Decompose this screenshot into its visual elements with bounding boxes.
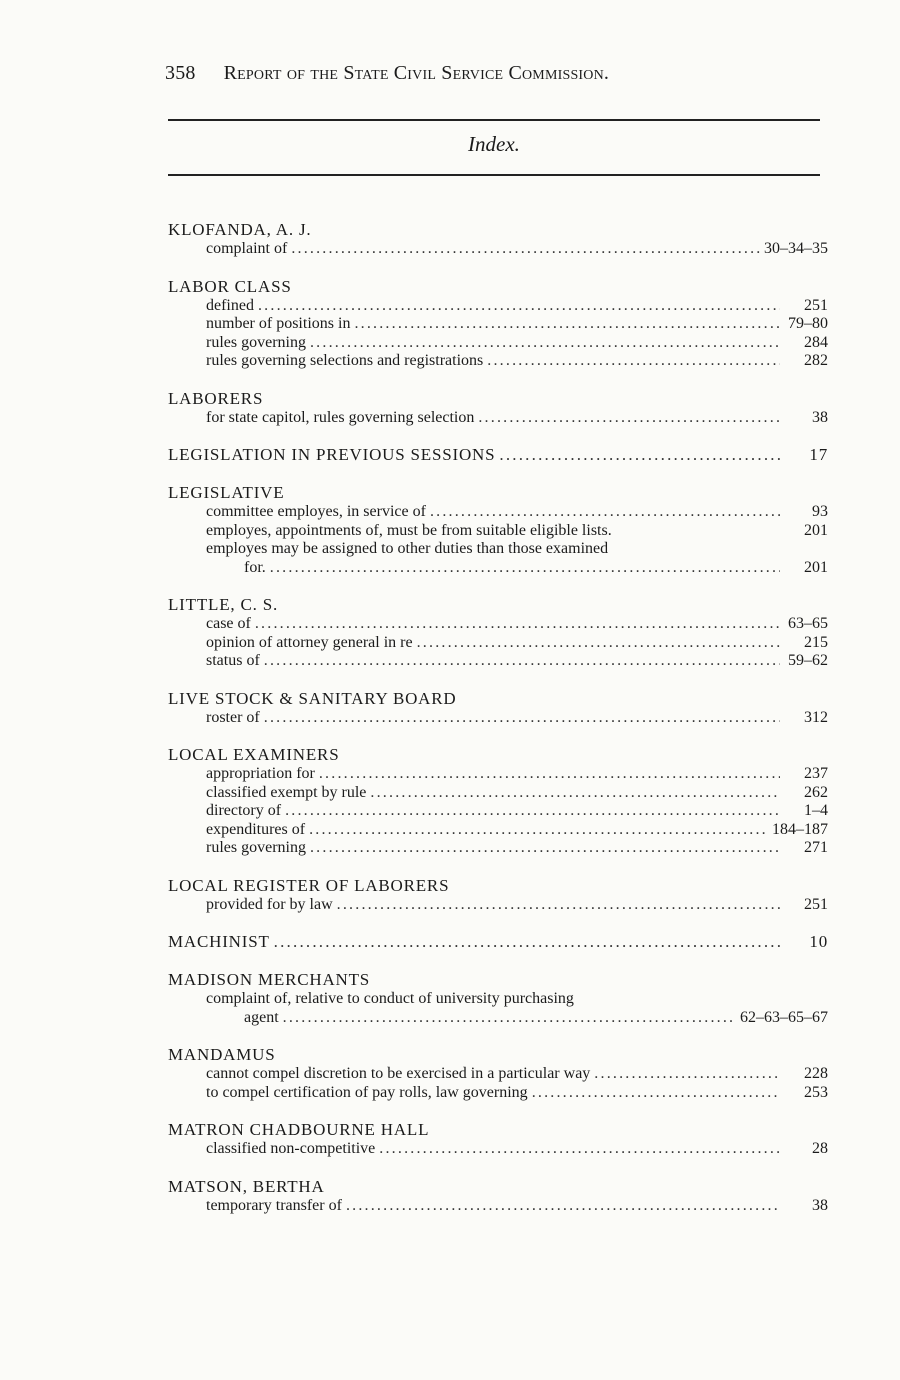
subentry — [168, 409, 828, 428]
dot-leader — [319, 765, 780, 784]
page-reference: 312 — [804, 708, 828, 726]
page-reference: 228 — [804, 1065, 828, 1082]
index-entry — [168, 745, 828, 858]
entry-heading: LEGISLATION IN PREVIOUS SESSIONS — [168, 445, 496, 464]
subentry-text: opinion of attorney general in re — [206, 633, 413, 651]
subentry — [168, 559, 828, 578]
subentry — [168, 1065, 828, 1084]
subentry-text: temporary transfer of — [206, 1196, 342, 1214]
subentry — [168, 1009, 828, 1028]
page-reference: 201 — [804, 521, 828, 539]
page-reference: 271 — [804, 839, 828, 856]
index-entry — [168, 220, 828, 259]
dot-leader — [264, 709, 780, 728]
dot-leader — [255, 615, 780, 634]
subentry-text: rules governing — [206, 839, 306, 856]
dot-leader — [270, 559, 780, 578]
index-entry — [168, 595, 828, 671]
subentry — [168, 352, 828, 371]
entry-heading: KLOFANDA, A. J. — [168, 220, 312, 239]
page-reference: 10 — [809, 932, 828, 951]
dot-leader — [309, 821, 768, 840]
page-number: 358 — [165, 62, 196, 84]
dot-leader — [310, 334, 780, 353]
dot-leader — [594, 1065, 780, 1084]
entry-heading-row — [168, 445, 828, 465]
page-reference: 284 — [804, 333, 828, 351]
subentry-text: cannot compel discretion to be exercised in a particular way — [206, 1065, 591, 1082]
dot-leader — [379, 1140, 780, 1159]
subentry-text: complaint of, relative to conduct of university purchasing — [206, 990, 574, 1007]
subentry — [168, 503, 828, 522]
subentry-text: classified non-competitive — [206, 1140, 376, 1157]
index-entry — [168, 970, 828, 1027]
index-entries — [168, 220, 828, 1233]
dot-leader — [285, 802, 780, 821]
subentry-text: roster of — [206, 708, 260, 726]
index-entry — [168, 277, 828, 371]
entry-heading-row — [168, 932, 828, 952]
subentry-text: directory of — [206, 802, 282, 819]
entry-heading: LITTLE, C. S. — [168, 595, 279, 614]
dot-leader — [478, 409, 780, 428]
dot-leader — [283, 1009, 736, 1028]
subentry — [168, 802, 828, 821]
page-reference: 251 — [804, 895, 828, 913]
subentry — [168, 1140, 828, 1159]
page-reference: 253 — [804, 1083, 828, 1101]
subentry — [168, 896, 828, 915]
subentry-text: defined — [206, 296, 254, 314]
subentry — [168, 709, 828, 728]
entry-heading: LEGISLATIVE — [168, 483, 285, 502]
subentry — [168, 1197, 828, 1216]
entry-heading: LABOR CLASS — [168, 276, 292, 296]
index-entry — [168, 1120, 828, 1159]
running-title: Report of the State Civil Service Commission. — [223, 62, 610, 84]
entry-heading: LOCAL EXAMINERS — [168, 745, 340, 764]
subentry — [168, 615, 828, 634]
dot-leader — [258, 297, 780, 316]
page-reference: 30–34–35 — [764, 240, 828, 257]
entry-heading: MANDAMUS — [168, 1045, 276, 1064]
dot-leader — [291, 240, 760, 259]
page-reference: 262 — [804, 783, 828, 801]
page-reference: 1–4 — [804, 802, 828, 819]
page-reference: 184–187 — [772, 820, 828, 838]
entry-heading: LABORERS — [168, 388, 264, 408]
subentry-text: agent — [244, 1008, 279, 1026]
page-reference: 62–63–65–67 — [740, 1008, 828, 1026]
page-reference: 38 — [812, 1196, 828, 1214]
subentry — [168, 784, 828, 803]
index-entry — [168, 689, 828, 728]
subentry — [168, 839, 828, 858]
page-reference: 237 — [804, 765, 828, 782]
subentry — [168, 522, 828, 541]
index-entry — [168, 445, 828, 465]
page-reference: 201 — [804, 558, 828, 576]
top-rule — [168, 119, 820, 121]
subentry-text: classified exempt by rule — [206, 783, 367, 801]
subentry — [168, 297, 828, 316]
subentry — [168, 821, 828, 840]
index-entry — [168, 876, 828, 915]
subentry-text: for. — [244, 558, 266, 576]
page-reference: 63–65 — [788, 615, 828, 632]
subentry — [168, 652, 828, 671]
dot-leader — [370, 784, 780, 803]
subentry-text: to compel certification of pay rolls, law governing — [206, 1083, 528, 1101]
dot-leader — [337, 896, 780, 915]
subentry-text: employes may be assigned to other duties than those examined — [206, 540, 609, 557]
dot-leader — [310, 839, 780, 858]
section-title: Index. — [468, 132, 520, 156]
subentry-text: employes, appointments of, must be from suitable eligible lists. — [206, 521, 612, 539]
dot-leader — [532, 1084, 780, 1103]
subentry-text: committee employes, in service of — [206, 503, 426, 520]
subentry — [168, 1084, 828, 1103]
subentry — [168, 240, 828, 259]
dot-leader — [487, 352, 780, 371]
subentry-text: number of positions in — [206, 315, 351, 332]
dot-leader — [499, 445, 780, 465]
page-reference: 215 — [804, 633, 828, 651]
subentry-text: appropriation for — [206, 765, 315, 782]
page-reference: 38 — [812, 408, 828, 426]
subentry-text: complaint of — [206, 240, 288, 257]
page-reference: 59–62 — [788, 652, 828, 669]
entry-heading: MADISON MERCHANTS — [168, 970, 371, 989]
subentry-text: case of — [206, 615, 251, 632]
page-reference: 282 — [804, 352, 828, 369]
subentry-text: expenditures of — [206, 820, 306, 838]
index-entry — [168, 389, 828, 428]
dot-leader — [274, 932, 780, 952]
index-entry — [168, 483, 828, 577]
entry-heading: LIVE STOCK & SANITARY BOARD — [168, 688, 457, 708]
index-entry — [168, 1177, 828, 1216]
entry-heading: MATSON, BERTHA — [168, 1176, 325, 1196]
subentry-text: status of — [206, 652, 260, 669]
dot-leader — [264, 652, 780, 671]
dot-leader — [417, 634, 780, 653]
page-reference: 28 — [812, 1140, 828, 1157]
dot-leader — [346, 1197, 780, 1216]
subentry-text: rules governing — [206, 333, 306, 351]
page-reference: 79–80 — [788, 315, 828, 332]
subentry-text: provided for by law — [206, 895, 333, 913]
subentry-text: for state capitol, rules governing selection — [206, 408, 475, 426]
subentry-text: rules governing selections and registrations — [206, 352, 484, 369]
subentry — [168, 765, 828, 784]
dot-leader — [430, 503, 780, 522]
subentry — [168, 634, 828, 653]
index-entry — [168, 1045, 828, 1102]
entry-heading: LOCAL REGISTER OF LABORERS — [168, 875, 450, 895]
index-entry — [168, 932, 828, 952]
entry-heading: MACHINIST — [168, 932, 270, 951]
running-header — [165, 62, 825, 85]
page-reference: 17 — [809, 445, 828, 464]
bottom-rule — [168, 174, 820, 176]
page-reference: 251 — [804, 296, 828, 314]
dot-leader — [354, 315, 780, 334]
page-reference: 93 — [812, 503, 828, 520]
subentry — [168, 334, 828, 353]
subentry — [168, 315, 828, 334]
entry-heading: MATRON CHADBOURNE HALL — [168, 1120, 430, 1139]
